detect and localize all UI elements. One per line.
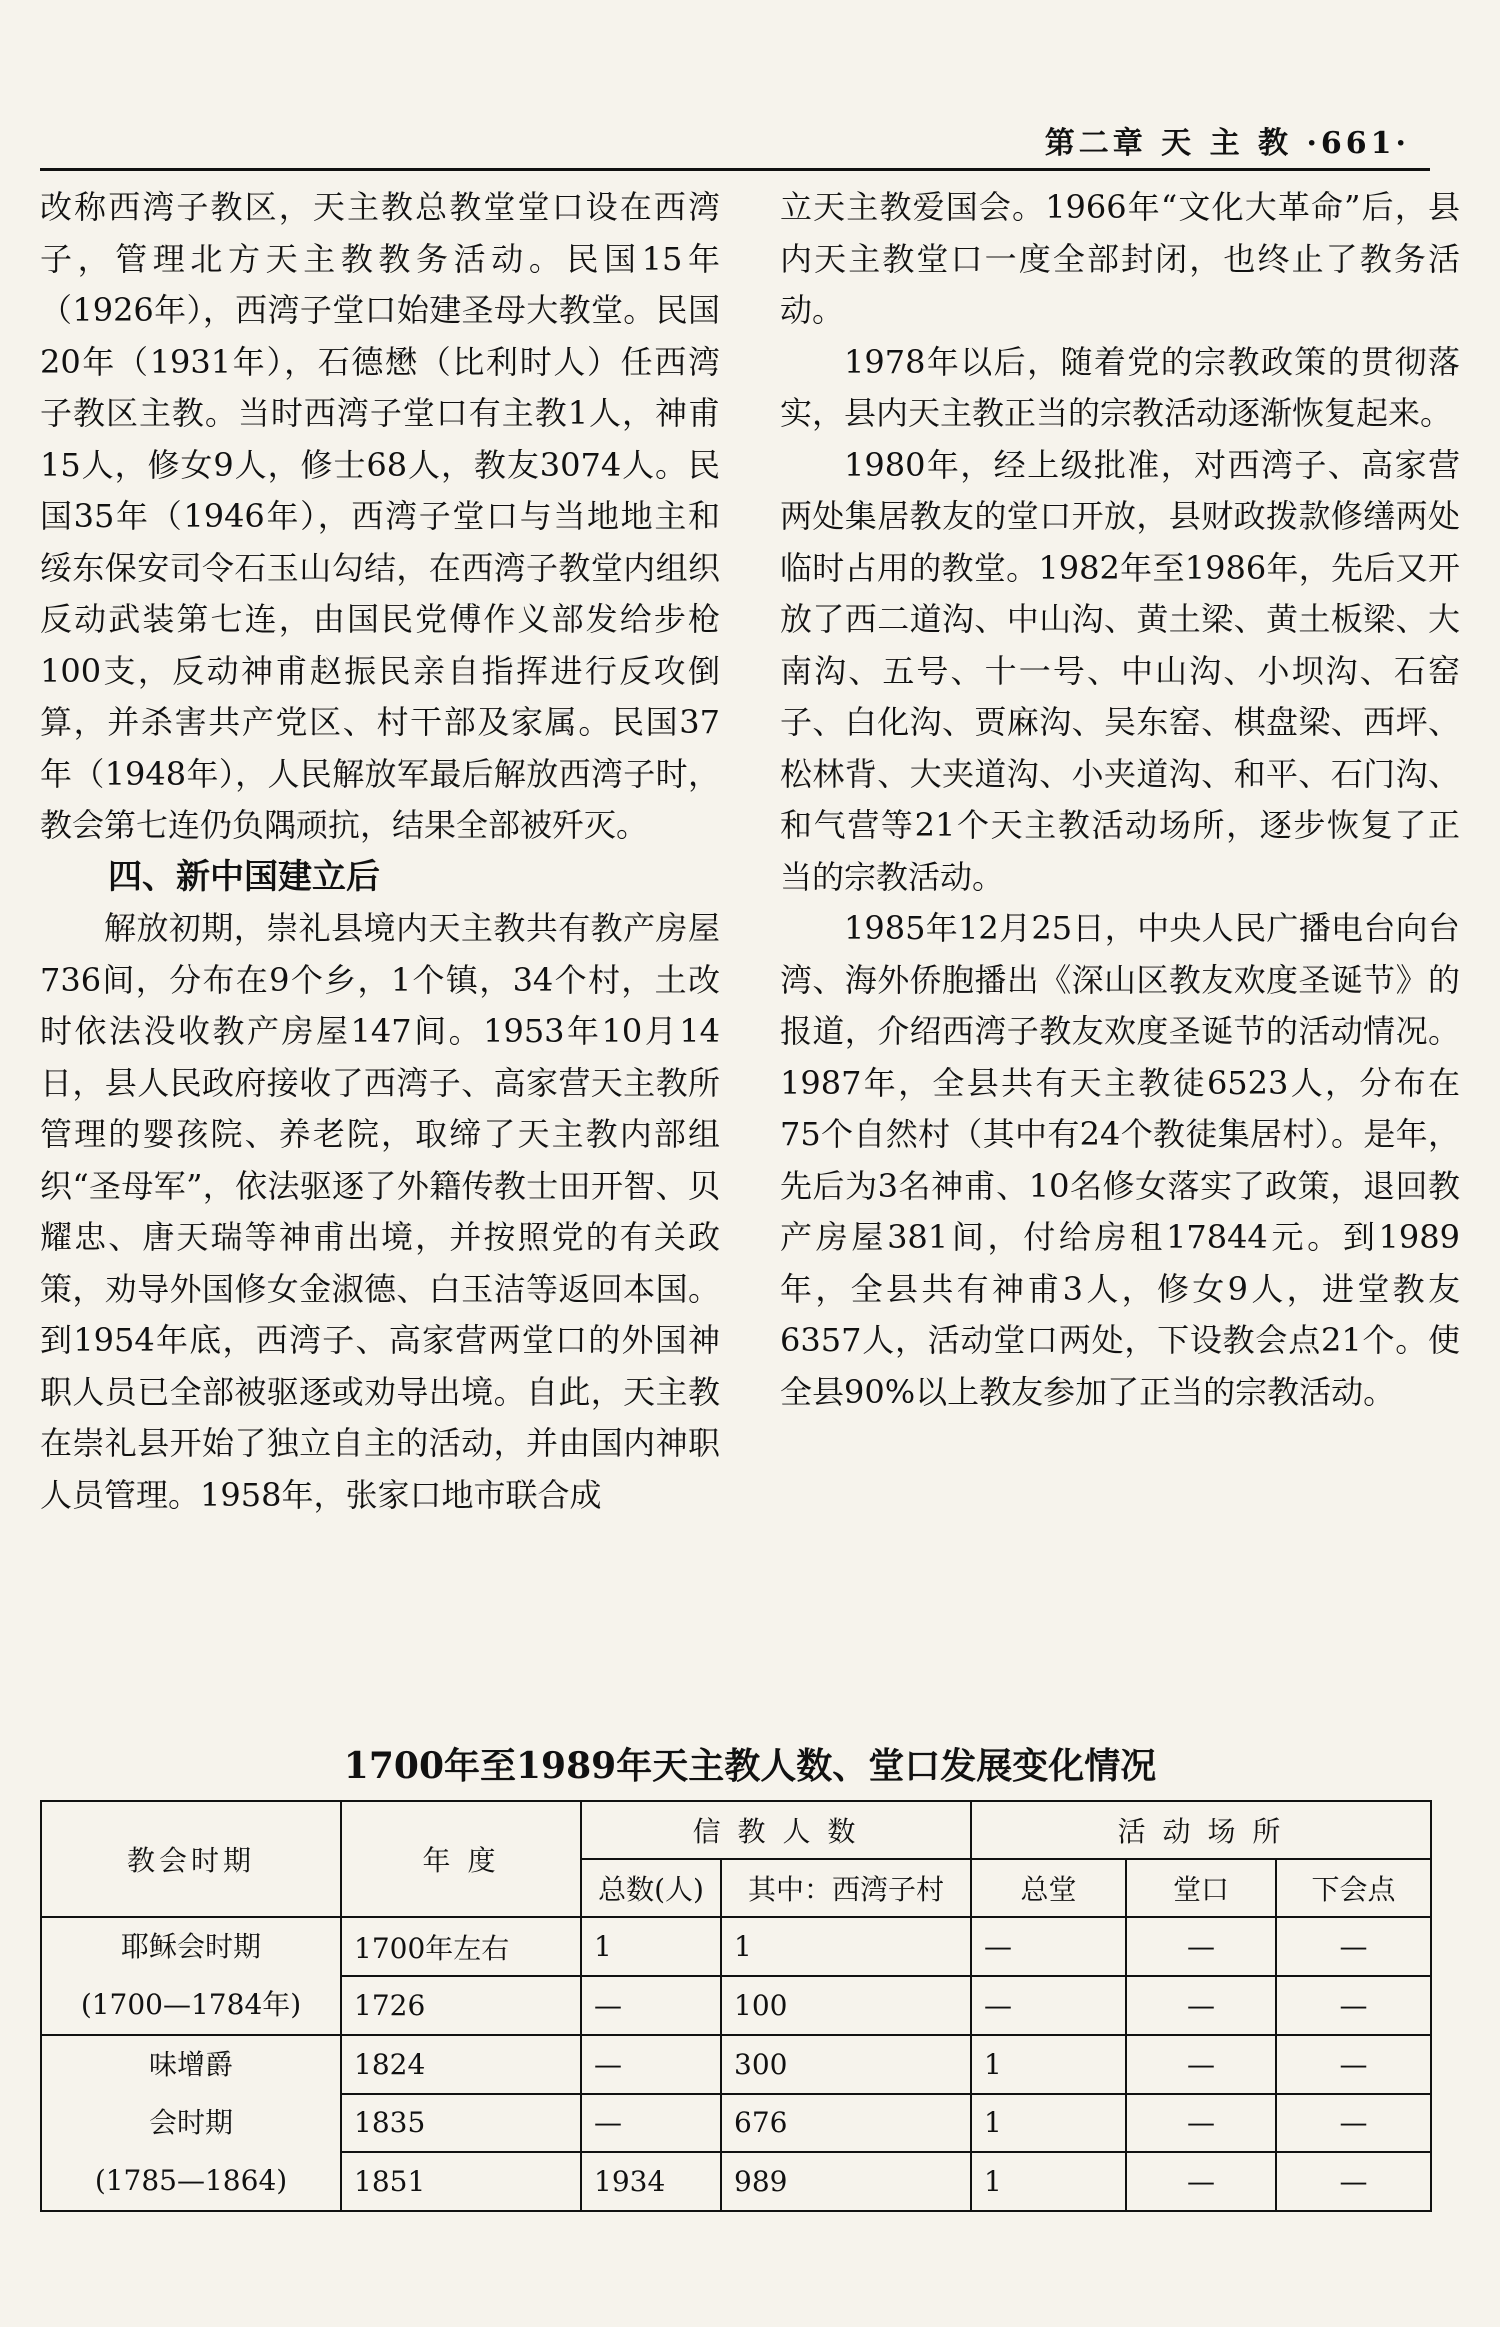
year-cell: 1700年左右: [341, 1917, 581, 1976]
main-church-cell: —: [971, 1976, 1126, 2035]
year-cell: 1824: [341, 2035, 581, 2094]
table-title: 1700年至1989年天主教人数、堂口发展变化情况: [343, 1745, 1157, 1787]
xiwanzi-cell: 100: [721, 1976, 971, 2035]
total-cell: 1: [581, 1917, 721, 1976]
header-total: 总数(人): [581, 1859, 721, 1917]
church-mouth-cell: —: [1126, 2035, 1276, 2094]
sub-point-cell: —: [1276, 1917, 1431, 1976]
xiwanzi-cell: 676: [721, 2094, 971, 2153]
left-column: [40, 182, 720, 1521]
paragraph: 1978年以后，随着党的宗教政策的贯彻落实，县内天主教正当的宗教活动逐渐恢复起来。: [780, 342, 1460, 432]
statistics-table: [40, 1800, 1432, 2212]
church-mouth-cell: —: [1126, 1976, 1276, 2035]
church-mouth-cell: —: [1126, 1917, 1276, 1976]
total-cell: 1934: [581, 2152, 721, 2211]
table-header-row: [41, 1801, 1431, 1859]
period-cell: [41, 2035, 341, 2211]
table-body: [41, 1917, 1431, 2211]
table-row: [41, 1917, 1431, 1976]
xiwanzi-cell: 1: [721, 1917, 971, 1976]
header-xiwanzi: 其中：西湾子村: [721, 1859, 971, 1917]
period-line: 味增爵: [148, 2048, 233, 2081]
paragraph: 1985年12月25日，中央人民广播电台向台湾、海外侨胞播出《深山区教友欢度圣诞节》的报道，介绍西湾子教友欢度圣诞节的活动情况。1987年，全县共有天主教徒6523人，分布在75个自然村（其中有24个教徒集居村）。是年，先后为3名神甫、10名修女落实了政策，退回教产房屋381间，付给房租17844元。到1989年，全县共有神甫3人，修女9人，进堂教友6357人，活动堂口两处，下设教会点21个。使全县90%以上教友参加了正当的宗教活动。: [780, 909, 1460, 1411]
paragraph: 解放初期，崇礼县境内天主教共有教产房屋736间，分布在9个乡，1个镇，34个村，土改时依法没收教产房屋147间。1953年10月14日，县人民政府接收了西湾子、高家营天主教所管理的婴孩院、养老院，取缔了天主教内部组织“圣母军”，依法驱逐了外籍传教士田开智、贝耀忠、唐天瑞等神甫出境，并按照党的有关政策，劝导外国修女金淑德、白玉洁等返回本国。到1954年底，西湾子、高家营两堂口的外国神职人员已全部被驱逐或劝导出境。自此，天主教在崇礼县开始了独立自主的活动，并由国内神职人员管理。1958年，张家口地市联合成: [40, 909, 720, 1514]
header-year: 年 度: [341, 1801, 581, 1917]
main-church-cell: 1: [971, 2152, 1126, 2211]
church-mouth-cell: —: [1126, 2152, 1276, 2211]
church-mouth-cell: —: [1126, 2094, 1276, 2153]
main-church-cell: 1: [971, 2094, 1126, 2153]
period-line: 耶稣会时期: [120, 1930, 261, 1963]
year-cell: 1835: [341, 2094, 581, 2153]
main-church-cell: —: [971, 1917, 1126, 1976]
paragraph: 改称西湾子教区，天主教总教堂堂口设在西湾子，管理北方天主教教务活动。民国15年（1926年），西湾子堂口始建圣母大教堂。民国20年（1931年），石德懋（比利时人）任西湾子教区主教。当时西湾子堂口有主教1人，神甫15人，修女9人，修士68人，教友3074人。民国35年（1946年），西湾子堂口与当地地主和绥东保安司令石玉山勾结，在西湾子教堂内组织反动武装第七连，由国民党傅作义部发给步枪100支，反动神甫赵振民亲自指挥进行反攻倒算，并杀害共产党区、村干部及家属。民国37年（1948年），人民解放军最后解放西湾子时，教会第七连仍负隅顽抗，结果全部被歼灭。: [40, 188, 720, 844]
paragraph: 立天主教爱国会。1966年“文化大革命”后，县内天主教堂口一度全部封闭，也终止了教务活动。: [780, 188, 1460, 329]
period-cell: [41, 1917, 341, 2035]
page-header: [40, 118, 1430, 171]
header-believers: 信 教 人 数: [581, 1801, 971, 1859]
table-row: [41, 2035, 1431, 2094]
header-main-church: 总堂: [971, 1859, 1126, 1917]
sub-point-cell: —: [1276, 1976, 1431, 2035]
sub-point-cell: —: [1276, 2152, 1431, 2211]
right-column: [780, 182, 1460, 1418]
section-heading: 四、新中国建立后: [108, 856, 380, 897]
year-cell: 1726: [341, 1976, 581, 2035]
period-line: (1785—1864): [94, 2164, 288, 2197]
header-church-mouth: 堂口: [1126, 1859, 1276, 1917]
total-cell: —: [581, 2035, 721, 2094]
main-church-cell: 1: [971, 2035, 1126, 2094]
period-line: (1700—1784年): [80, 1988, 302, 2021]
xiwanzi-cell: 300: [721, 2035, 971, 2094]
paragraph: 1980年，经上级批准，对西湾子、高家营两处集居教友的堂口开放，县财政拨款修缮两处临时占用的教堂。1982年至1986年，先后又开放了西二道沟、中山沟、黄土梁、黄土板梁、大南沟、五号、十一号、中山沟、小坝沟、石窑子、白化沟、贾麻沟、吴东窑、棋盘梁、西坪、松林背、大夹道沟、小夹道沟、和平、石门沟、和气营等21个天主教活动场所，逐步恢复了正当的宗教活动。: [780, 445, 1460, 896]
period-line: 会时期: [148, 2106, 233, 2139]
header-venues: 活 动 场 所: [971, 1801, 1431, 1859]
sub-point-cell: —: [1276, 2035, 1431, 2094]
header-period: 教会时期: [41, 1801, 341, 1917]
header-sub-point: 下会点: [1276, 1859, 1431, 1917]
total-cell: —: [581, 1976, 721, 2035]
sub-point-cell: —: [1276, 2094, 1431, 2153]
year-cell: 1851: [341, 2152, 581, 2211]
running-head: 第二章 天 主 教 ·661·: [1044, 126, 1410, 161]
xiwanzi-cell: 989: [721, 2152, 971, 2211]
total-cell: —: [581, 2094, 721, 2153]
